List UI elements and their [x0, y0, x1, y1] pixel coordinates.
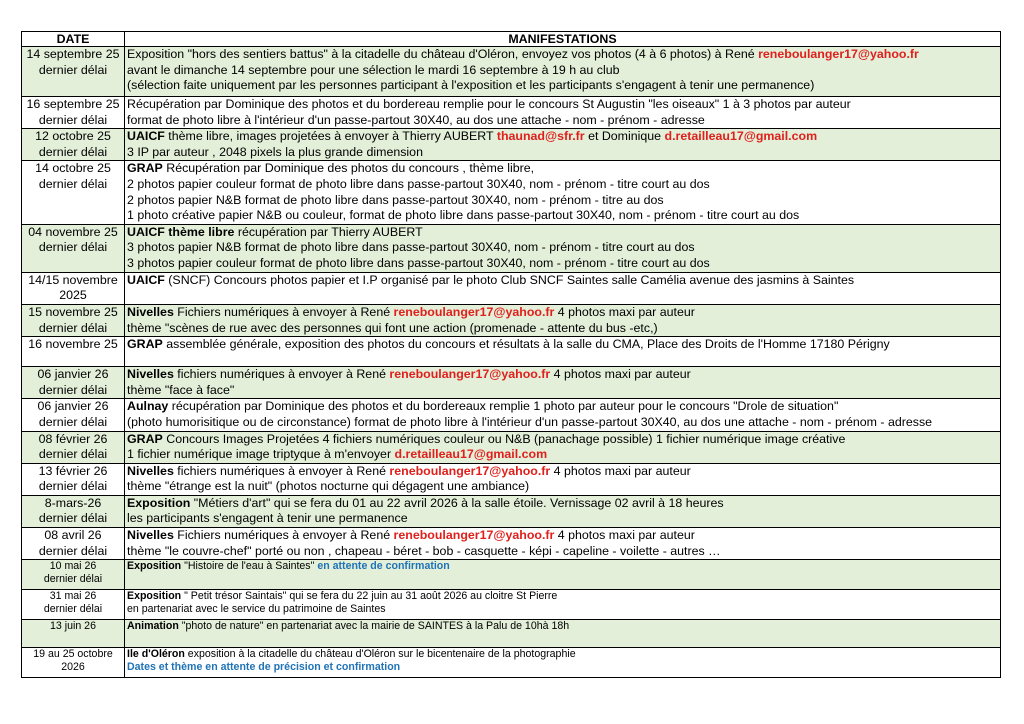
row-details: Nivelles Fichiers numériques à envoyer à René reneboulanger17@yahoo.fr 4 photos maxi par auteur thème "scènes de rue avec des personnes qui font une action (promenade - attente du bus -etc,) — [125, 304, 1001, 336]
email-link[interactable]: thaunad@sfr.fr — [496, 129, 585, 144]
row-date: 12 octobre 25 dernier délai — [22, 129, 125, 161]
table-row — [22, 304, 1001, 336]
row-details: Nivelles fichiers numériques à envoyer à René reneboulanger17@yahoo.fr 4 photos maxi par auteur thème "face à face" — [125, 367, 1001, 399]
email-link[interactable]: reneboulanger17@yahoo.fr — [389, 367, 551, 382]
email-link[interactable]: reneboulanger17@yahoo.fr — [758, 47, 919, 61]
email-link[interactable]: d.retailleau17@gmail.com — [394, 447, 548, 462]
row-details: UAICF thème libre récupération par Thierry AUBERT 3 photos papier N&B format de photo libre dans passe-partout 30X40, nom - prénom - titre court au dos 3 photos papier couleur format de photo libre dans passe-partout 30X40, nom - prénom - titre court au dos — [125, 224, 1001, 272]
row-date: 10 mai 26 dernier délai — [22, 560, 125, 590]
table-row — [22, 161, 1001, 224]
table-row — [22, 399, 1001, 431]
row-date: 08 février 26 dernier délai — [22, 431, 125, 463]
row-details: UAICF (SNCF) Concours photos papier et I.P organisé par le photo Club SNCF Saintes salle Camélia avenue des jasmins à Saintes — [125, 272, 1001, 304]
row-details: GRAP Récupération par Dominique des photos du concours , thème libre, 2 photos papier couleur format de photo libre dans passe-partout 30X40, nom - prénom - titre court au dos 2 photos papier N&B format de photo libre dans passe-partout 30X40, nom - prénom - titre au dos 1 photo créative papier N&B ou couleur, format de photo libre dans passe-partout 30X40, nom - prénom - titre court au dos — [125, 161, 1001, 224]
row-date: 06 janvier 26 dernier délai — [22, 399, 125, 431]
row-date: 14 octobre 25 dernier délai — [22, 161, 125, 224]
row-date: 8-mars-26 dernier délai — [22, 495, 125, 527]
table-row — [22, 648, 1001, 678]
table-row — [22, 129, 1001, 161]
row-details: Nivelles fichiers numériques à envoyer à René reneboulanger17@yahoo.fr 4 photos maxi par auteur thème "étrange est la nuit" (photos nocturne qui dégagent une ambiance) — [125, 463, 1001, 495]
row-details: Aulnay récupération par Dominique des photos et du bordereaux remplie 1 photo par auteur pour le concours "Drole de situation" (photo humorisitique ou de circonstance) format de photo libre à l'intérieur d'un passe-partout 30X40, au dos une attache - nom - prénom - adresse — [125, 399, 1001, 431]
row-details: UAICF thème libre, images projetées à envoyer à Thierry AUBERT thaunad@sfr.fr et Dominique d.retailleau17@gmail.com 3 IP par auteur , 2048 pixels la plus grande dimension — [125, 129, 1001, 161]
row-date: 04 novembre 25 dernier délai — [22, 224, 125, 272]
email-link[interactable]: reneboulanger17@yahoo.fr — [389, 463, 551, 478]
row-details: GRAP Concours Images Projetées 4 fichiers numériques couleur ou N&B (panachage possible) 1 fichier numérique image créative 1 fichier numérique image triptyque à m'envoyer d.retailleau17@gmail.com — [125, 431, 1001, 463]
table-row — [22, 224, 1001, 272]
header-row — [22, 32, 1001, 47]
events-table — [21, 31, 1001, 678]
table-row — [22, 337, 1001, 367]
table-row — [22, 463, 1001, 495]
table-row — [22, 495, 1001, 527]
row-details: Animation "photo de nature" en partenariat avec la mairie de SAINTES à la Palu de 10hà 18h — [125, 620, 1001, 648]
row-date: 14 septembre 25 dernier délai — [22, 47, 125, 97]
row-details: Récupération par Dominique des photos et du bordereau remplie pour le concours St Augustin "les oiseaux" 1 à 3 photos par auteur format de photo libre à l'intérieur d'un passe-partout 30X40, au dos une attache - nom - prénom - adresse — [125, 97, 1001, 129]
table-row — [22, 528, 1001, 560]
table-row — [22, 431, 1001, 463]
row-date: 19 au 25 octobre 2026 — [22, 648, 125, 678]
row-details: Exposition " Petit trésor Saintais" qui se fera du 22 juin au 31 août 2026 au cloitre St Pierre en partenariat avec le service du patrimoine de Saintes — [125, 590, 1001, 620]
row-date: 31 mai 26 dernier délai — [22, 590, 125, 620]
row-details: Exposition "Histoire de l'eau à Saintes" en attente de confirmation — [125, 560, 1001, 590]
row-details: GRAP assemblée générale, exposition des photos du concours et résultats à la salle du CMA, Place des Droits de l'Homme 17180 Périgny — [125, 337, 1001, 367]
header-manifestations: MANIFESTATIONS — [125, 32, 1001, 47]
email-link[interactable]: d.retailleau17@gmail.com — [664, 129, 818, 144]
status-text: Dates et thème en attente de précision et confirmation — [127, 661, 401, 674]
row-details: Ile d'Oléron exposition à la citadelle du château d'Oléron sur le bicentenaire de la photographie Dates et thème en attente de précision et confirmation — [125, 648, 1001, 678]
table-row — [22, 367, 1001, 399]
header-date: DATE — [22, 32, 125, 47]
email-link[interactable]: reneboulanger17@yahoo.fr — [393, 304, 555, 319]
row-date: 13 juin 26 — [22, 620, 125, 648]
row-date: 16 novembre 25 — [22, 337, 125, 367]
row-date: 08 avril 26 dernier délai — [22, 528, 125, 560]
row-date: 13 février 26 dernier délai — [22, 463, 125, 495]
table-row — [22, 590, 1001, 620]
table-row — [22, 620, 1001, 648]
row-date: 14/15 novembre 2025 — [22, 272, 125, 304]
table-row — [22, 97, 1001, 129]
table-row — [22, 560, 1001, 590]
row-date: 15 novembre 25 dernier délai — [22, 304, 125, 336]
row-date: 06 janvier 26 dernier délai — [22, 367, 125, 399]
table-row — [22, 272, 1001, 304]
row-details: Exposition "hors des sentiers battus" à la citadelle du château d'Oléron, envoyez vos photos (4 à 6 photos) à René reneboulanger17@yahoo.fr avant le dimanche 14 septembre pour une sélection le mardi 16 septembre à 19 h au club (sélection faite uniquement par les personnes participant à l'exposition et les participants s'engagent à tenir une permanence) — [125, 47, 1001, 97]
row-details: Nivelles Fichiers numériques à envoyer à René reneboulanger17@yahoo.fr 4 photos maxi par auteur thème "le couvre-chef" porté ou non , chapeau - béret - bob - casquette - képi - capeline - voilette - autres … — [125, 528, 1001, 560]
status-text: en attente de confirmation — [317, 560, 450, 573]
row-details: Exposition "Métiers d'art" qui se fera du 01 au 22 avril 2026 à la salle étoile. Vernissage 02 avril à 18 heures les participants s'engagent à tenir une permanence — [125, 495, 1001, 527]
row-date: 16 septembre 25 dernier délai — [22, 97, 125, 129]
email-link[interactable]: reneboulanger17@yahoo.fr — [393, 528, 555, 543]
table-row — [22, 47, 1001, 97]
